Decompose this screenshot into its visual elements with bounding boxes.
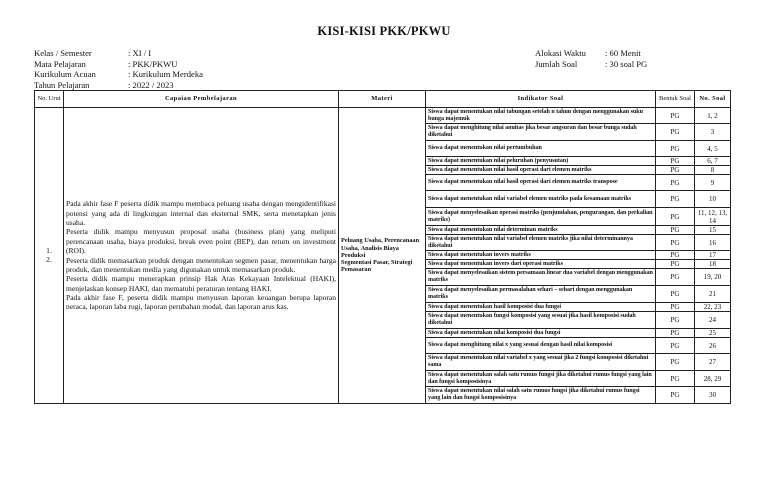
capaian-cell xyxy=(64,108,339,404)
info-label: Mata Pelajaran xyxy=(34,58,86,69)
materi-cell xyxy=(339,108,426,404)
bentuk-soal-cell: PG xyxy=(656,235,695,251)
capaian-paragraph: Peserta didik mampu menerapkan prinsip Hak Atas Kekayaan Intelektual (HAKI), menjelaskan konsep HAKI, dan mematuhi peraturan tentang HAKI. xyxy=(66,274,336,293)
no-soal-cell: 6, 7 xyxy=(695,157,731,166)
info-row xyxy=(535,48,647,59)
info-label: Alokasi Waktu xyxy=(535,48,586,58)
info-label: Tahun Pelajaran xyxy=(34,79,90,90)
bentuk-soal-cell: PG xyxy=(656,269,695,286)
indikator-cell: Siswa dapat menyelesaikan operasi matriks (penjumlahan, pengurangan, dan perkalian matriks) xyxy=(426,208,656,226)
bentuk-soal-cell: PG xyxy=(656,260,695,269)
bentuk-soal-cell: PG xyxy=(656,329,695,338)
capaian-paragraph: Pada akhir fase F, peserta didik mampu menyusun laporan keuangan berupa laporan neraca, laporan laba rugi, laporan perubahan modal, dan laporan arus kas. xyxy=(66,292,336,312)
no-soal-cell: 27 xyxy=(695,354,731,371)
indikator-cell: Siswa dapat menentukan nilai peluruhan (penyusutan) xyxy=(426,157,656,166)
indikator-cell: Siswa dapat menentukan nilai determinan matriks xyxy=(426,226,656,235)
indikator-cell: Siswa dapat menentukan fungsi komposisi yang sesuai jika hasil komposisi sudah diketahui xyxy=(426,312,656,329)
indikator-cell: Siswa dapat menentukan hasil komposisi dua fungsi xyxy=(426,303,656,312)
info-label: Kurikulum Acuan xyxy=(34,69,96,80)
no-soal-cell: 21 xyxy=(695,286,731,303)
capaian-paragraph: Peserta didik memasarkan produk dengan menentukan segmen pasar, menentukan harga produk, dan menentukan media yang digunakan untuk memasarkan produk. xyxy=(66,255,336,274)
document-info-right xyxy=(535,48,647,69)
no-soal-cell: 10 xyxy=(695,191,731,208)
bentuk-soal-cell: PG xyxy=(656,303,695,312)
header-bentuk-soal: Bentuk Soal xyxy=(656,91,695,108)
indikator-cell: Siswa dapat menentukan invers dari operasi matriks xyxy=(426,260,656,269)
materi-item: Segmentasi Pasar, Strategi Pemasaran xyxy=(341,259,413,274)
bentuk-soal-cell: PG xyxy=(656,286,695,303)
indikator-cell: Siswa dapat menentukan nilai pertumbuhan xyxy=(426,141,656,157)
bentuk-soal-cell: PG xyxy=(656,175,695,191)
header-indikator: Indikator Soal xyxy=(426,91,656,108)
no-soal-cell: 18 xyxy=(695,260,731,269)
info-row xyxy=(535,59,647,70)
indikator-cell: Siswa dapat menentukan nilai variabel x yang sesuai jika 2 fungsi komposisi diketahui sama xyxy=(426,354,656,371)
bentuk-soal-cell: PG xyxy=(656,208,695,226)
bentuk-soal-cell: PG xyxy=(656,387,695,404)
document-info-left xyxy=(34,48,203,90)
bentuk-soal-cell: PG xyxy=(656,157,695,166)
bentuk-soal-cell: PG xyxy=(656,354,695,371)
bentuk-soal-cell: PG xyxy=(656,251,695,260)
info-value: : 30 soal PG xyxy=(605,58,648,69)
indikator-cell: Siswa dapat menentukan nilai variabel elemen matriks pada kesamaan matriks xyxy=(426,191,656,208)
no-soal-cell: 30 xyxy=(695,387,731,404)
bentuk-soal-cell: PG xyxy=(656,191,695,208)
no-soal-cell: 4, 5 xyxy=(695,141,731,157)
no-urut-item: 1. xyxy=(46,246,52,256)
bentuk-soal-cell: PG xyxy=(656,141,695,157)
no-soal-cell: 22, 23 xyxy=(695,303,731,312)
indikator-cell: Siswa dapat menentukan nilai hasil operasi dari elemen matriks xyxy=(426,166,656,175)
kisi-kisi-table xyxy=(34,90,731,404)
info-label: Kelas / Semester xyxy=(34,48,92,58)
no-soal-cell: 15 xyxy=(695,226,731,235)
no-soal-cell: 28, 29 xyxy=(695,371,731,387)
no-soal-cell: 17 xyxy=(695,251,731,260)
capaian-paragraph: Pada akhir fase F peserta didik mampu membaca peluang usaha dengan mengidentifikasi potensi yang ada di lingkungan internal dan eksternal SMK, serta menetapkan jenis usaha. xyxy=(66,199,336,228)
header-capaian: Capaian Pembelajaran xyxy=(64,91,339,108)
info-value: : XI / I xyxy=(128,48,152,58)
capaian-paragraph: Peserta didik mampu menyusun proposal usaha (business plan) yang meliputi perencanaan usaha, biaya produksi, break even point (BEP), dan return on investment (ROI). xyxy=(66,227,336,256)
info-row xyxy=(34,69,203,80)
bentuk-soal-cell: PG xyxy=(656,108,695,124)
indikator-cell: Siswa dapat menentukan salah satu rumus fungsi jika diketahui rumus fungsi yang lain dan fungsi komposisinya xyxy=(426,371,656,387)
no-soal-cell: 16 xyxy=(695,235,731,251)
no-urut-item: 2. xyxy=(46,254,52,264)
materi-item: Peluang Usaha, Perencanaan Usaha, Analisis Biaya Produksi xyxy=(341,237,420,259)
no-urut-cell xyxy=(35,108,64,404)
info-row xyxy=(34,80,203,91)
info-value: : PKK/PKWU xyxy=(128,58,178,69)
indikator-cell: Siswa dapat menyelesaikan permasalahan sehari – sehari dengan menggunakan matriks xyxy=(426,286,656,303)
header-no-soal: No. Soal xyxy=(695,91,731,108)
bentuk-soal-cell: PG xyxy=(656,226,695,235)
indikator-cell: Siswa dapat menentukan nilai komposisi dua fungsi xyxy=(426,329,656,338)
indikator-cell: Siswa dapat menentukan nilai hasil operasi dari elemen matriks transpose xyxy=(426,175,656,191)
indikator-cell: Siswa dapat menghitung nilai anuitas jika besar angsuran dan besar bunga sudah diketahui xyxy=(426,124,656,141)
header-no-urut: No. Urut xyxy=(35,91,64,108)
table-body xyxy=(35,108,731,404)
no-soal-cell: 1, 2 xyxy=(695,108,731,124)
info-value: : 2022 / 2023 xyxy=(128,79,174,90)
indikator-cell: Siswa dapat menentukan nilai tabungan setelah n tahun dengan menggunakan suku bunga majemuk xyxy=(426,108,656,124)
bentuk-soal-cell: PG xyxy=(656,338,695,354)
indikator-cell: Siswa dapat menentukan nilai variabel elemen matriks jika nilai determinannya diketahui xyxy=(426,235,656,251)
info-value: : Kurikulum Merdeka xyxy=(128,69,203,80)
indikator-cell: Siswa dapat menyelesaikan sistem persamaan linear dua variabel dengan menggunakan matriks xyxy=(426,269,656,286)
document-title: KISI-KISI PKK/PKWU xyxy=(317,24,451,38)
info-label: Jumlah Soal xyxy=(535,58,578,69)
table-row xyxy=(35,108,731,124)
no-soal-cell: 3 xyxy=(695,124,731,141)
info-row xyxy=(34,59,203,70)
indikator-cell: Siswa dapat menghitung nilai x yang sesuai dengan hasil nilai komposisi xyxy=(426,338,656,354)
table-header-row xyxy=(35,91,731,108)
info-row xyxy=(34,48,203,59)
no-soal-cell: 8 xyxy=(695,166,731,175)
no-soal-cell: 24 xyxy=(695,312,731,329)
bentuk-soal-cell: PG xyxy=(656,312,695,329)
no-soal-cell: 19, 20 xyxy=(695,269,731,286)
no-soal-cell: 11, 12, 13, 14 xyxy=(695,208,731,226)
bentuk-soal-cell: PG xyxy=(656,371,695,387)
indikator-cell: Siswa dapat menentukan nilai salah satu rumus fungsi jika diketahui rumus fungsi yang lain dan fungsi komposisinya xyxy=(426,387,656,404)
info-value: : 60 Menit xyxy=(605,48,641,58)
bentuk-soal-cell: PG xyxy=(656,124,695,141)
no-soal-cell: 26 xyxy=(695,338,731,354)
no-soal-cell: 25 xyxy=(695,329,731,338)
no-soal-cell: 9 xyxy=(695,175,731,191)
bentuk-soal-cell: PG xyxy=(656,166,695,175)
indikator-cell: Siswa dapat menentukan invers matriks xyxy=(426,251,656,260)
header-materi: Materi xyxy=(339,91,426,108)
